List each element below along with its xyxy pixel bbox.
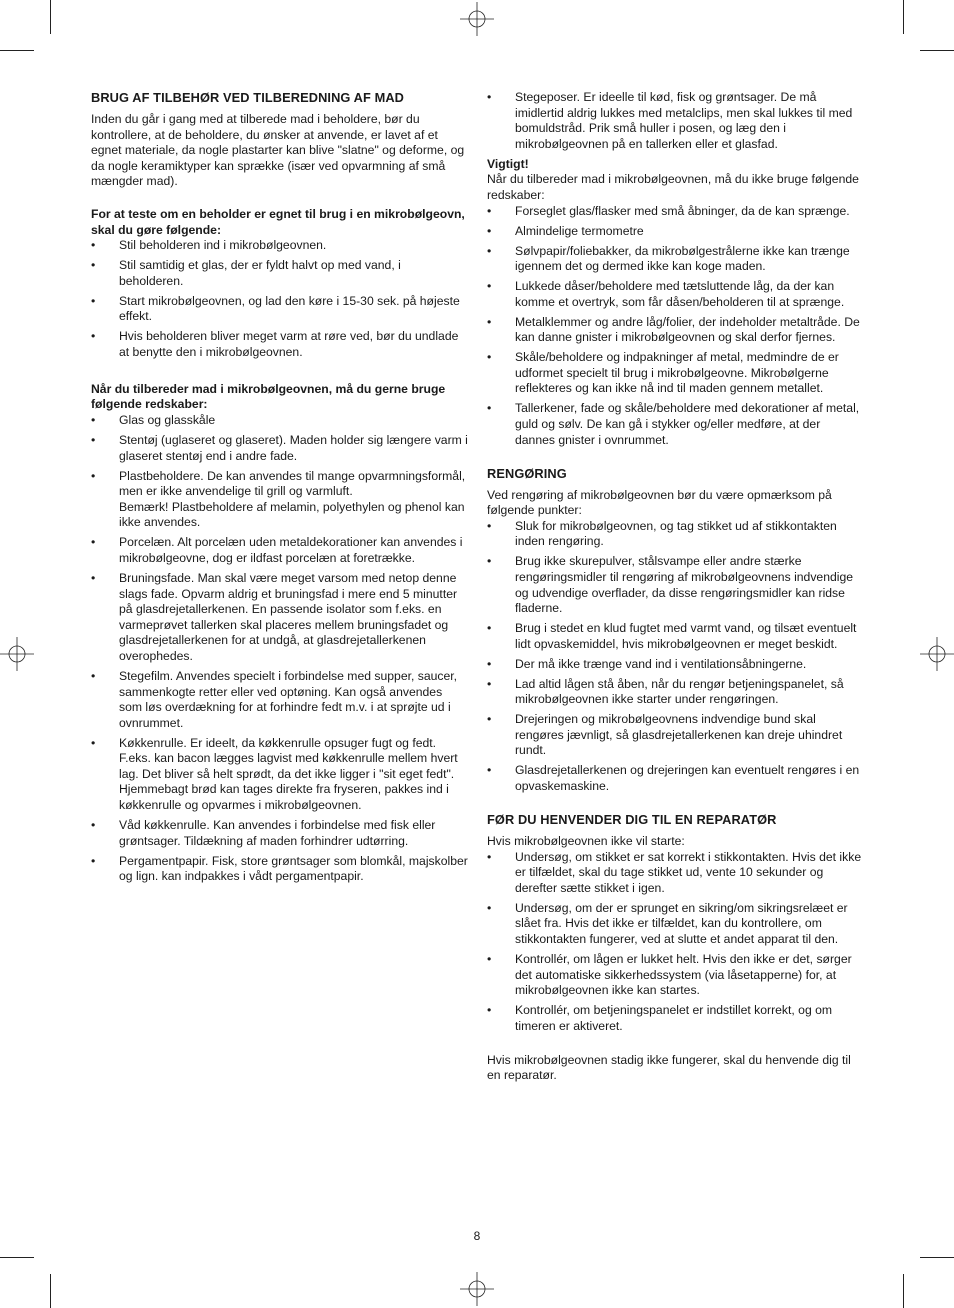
allowed-list	[91, 413, 468, 885]
section-heading-repair: FØR DU HENVENDER DIG TIL EN REPARATØR	[487, 812, 777, 828]
list-item: • Kontrollér, om lågen er lukket helt. Hvis den ikke er det, sørger det automatiske sikkerhedssystem (via låsetapperne) for, at mikrobølgeovnen ikke kan startes.	[487, 952, 863, 999]
list-item: • Hvis beholderen bliver meget varm at røre ved, bør du undlade at benytte den i mikrobølgeovnen.	[91, 329, 468, 360]
list-item: • Køkkenrulle. Er ideelt, da køkkenrulle opsuger fugt og fedt. F.eks. kan bacon lægges lagvist med køkkenrulle mellem hvert lag. Det bliver så helt sprødt, da det ikke ligger i "sit eget fedt". Hjemmebagt brød kan tages direkte fra fryseren, pakkes ind i køkkenrulle og opvarmes i mikrobølgeovnen.	[91, 736, 468, 814]
important-label: Vigtigt!	[487, 156, 529, 171]
list-item: • Almindelige termometre	[487, 224, 863, 240]
crop-mark	[50, 0, 51, 34]
cleaning-list	[487, 519, 863, 795]
registration-mark-icon	[0, 637, 34, 671]
closing-paragraph: Hvis mikrobølgeovnen stadig ikke fungerer, skal du henvende dig til en reparatør.	[487, 1052, 851, 1083]
crop-mark	[903, 0, 904, 34]
list-item: • Bruningsfade. Man skal være meget varsom med netop denne slags fade. Opvarm aldrig et bruningsfad i mere end 5 minutter på glasdrejetallerkenen. En passende isolator som f.eks. en varmeprøvet tallerken skal placeres mellem bruningsfadet og glasdrejetallerkenen for at undgå, at glasdrejetallerkenen overophedes.	[91, 571, 468, 665]
registration-mark-icon	[920, 637, 954, 671]
list-item: • Stegeposer. Er ideelle til kød, fisk og grøntsager. De må imidlertid aldrig lukkes med metalclips, men skal lukkes til med bomuldstråd. Prik små huller i posen, og læg den i mikrobølgeovnen på en tallerken eller et glasfad.	[487, 90, 863, 152]
registration-mark-icon	[460, 1272, 494, 1306]
crop-mark	[903, 1274, 904, 1308]
list-item: • Lad altid lågen stå åben, når du rengør betjeningspanelet, så mikrobølgeovnen ikke starter under rengøringen.	[487, 677, 863, 708]
list-item: • Drejeringen og mikrobølgeovnens indvendige bund skal rengøres jævnligt, så glasdrejetallerkenen kan dreje uhindret rundt.	[487, 712, 863, 759]
list-item: • Brug ikke skurepulver, stålsvampe eller andre stærke rengøringsmidler til rengøring af mikrobølgeovnens indvendige og udvendige overflader, da disse rengøringsmidler kan ridse fladerne.	[487, 554, 863, 616]
list-item: • Stil samtidig et glas, der er fyldt halvt op med vand, i beholderen.	[91, 258, 468, 289]
registration-mark-icon	[460, 2, 494, 36]
page-number: 8	[473, 1229, 481, 1243]
section-heading-cleaning: RENGØRING	[487, 465, 567, 481]
section-heading-accessories: BRUG AF TILBEHØR VED TILBEREDNING AF MAD	[91, 90, 405, 105]
intro-paragraph: Inden du går i gang med at tilberede mad i beholdere, bør du kontrollere, at de beholdere, du ønsker at anvende, er lavet af et egnet materiale, da nogle plastarter kan blive "slatne" og deforme, og da nogle keramiktyper kan sprække (især ved opvarmning af små mængder mad).	[91, 112, 465, 189]
list-item: • Der må ikke trænge vand ind i ventilationsåbningerne.	[487, 657, 863, 673]
list-item: • Porcelæn. Alt porcelæn uden metaldekorationer kan anvendes i mikrobølgeovne, dog er ildfast porcelæn at foretrække.	[91, 535, 468, 566]
crop-mark	[920, 50, 954, 51]
list-item: • Brug i stedet en klud fugtet med varmt vand, og tilsæt eventuelt lidt opvaskemiddel, hvis mikrobølgeovnen er meget beskidt.	[487, 621, 863, 652]
list-item: • Skåle/beholdere og indpakninger af metal, medmindre de er udformet specielt til brug i mikrobølgeovne. Mikrobølgerne reflekteres og kan ikke nå ind til maden gennem metallet.	[487, 350, 863, 397]
test-list	[91, 238, 468, 360]
list-item: • Tallerkener, fade og skåle/beholdere med dekorationer af metal, guld og sølv. De kan gå i stykker og/eller medføre, at der dannes gnister i ovnrummet.	[487, 401, 863, 448]
list-item: • Undersøg, om der er sprunget en sikring/om sikringsrelæet er slået fra. Hvis det ikke er tilfældet, kan du kontrollere, om stikkontakten fungerer, ved at slutte et andet apparat til den.	[487, 901, 863, 948]
list-item: • Undersøg, om stikket er sat korrekt i stikkontakten. Hvis det ikke er tilfældet, skal du tage stikket ud, vente 10 sekunder og derefter sætte stikket i igen.	[487, 850, 863, 897]
list-item: • Forseglet glas/flasker med små åbninger, da de kan sprænge.	[487, 204, 863, 220]
forbidden-list	[487, 204, 863, 449]
list-item: • Start mikrobølgeovnen, og lad den køre i 15-30 sek. på højeste effekt.	[91, 294, 468, 325]
test-title: For at teste om en beholder er egnet til brug i en mikrobølgeovn, skal du gøre følgende:	[91, 206, 465, 237]
right-column	[487, 90, 863, 1084]
left-column	[91, 90, 468, 889]
list-item: • Glasdrejetallerkenen og drejeringen kan eventuelt rengøres i en opvaskemaskine.	[487, 763, 863, 794]
list-item: • Stil beholderen ind i mikrobølgeovnen.	[91, 238, 468, 254]
list-item: • Kontrollér, om betjeningspanelet er indstillet korrekt, og om timeren er aktiveret.	[487, 1003, 863, 1034]
list-item: • Våd køkkenrulle. Kan anvendes i forbindelse med fisk eller grøntsager. Tildækning af maden forhindrer udtørring.	[91, 818, 468, 849]
plast-note: Bemærk! Plastbeholdere af melamin, polyethylen og phenol kan ikke anvendes.	[119, 499, 465, 530]
crop-mark	[0, 1257, 34, 1258]
list-item: • Stegefilm. Anvendes specielt i forbindelse med supper, saucer, sammenkogte retter eller ved optøning. Kan også anvendes som løs overdækning for at forhindre fedt m.v. i at sprøjte ud i ovnrummet.	[91, 669, 468, 731]
important-intro: Når du tilbereder mad i mikrobølgeovnen, må du ikke bruge følgende redskaber:	[487, 172, 859, 202]
list-item-text: Plastbeholdere. De kan anvendes til mange opvarmningsformål, men er ikke anvendelige til grill og varmluft.	[119, 468, 466, 499]
crop-mark	[920, 1257, 954, 1258]
list-item: • Sluk for mikrobølgeovnen, og tag stikket ud af stikkontakten inden rengøring.	[487, 519, 863, 550]
list-item: • Glas og glasskåle	[91, 413, 468, 429]
list-item: • Metalklemmer og andre låg/folier, der indeholder metaltråde. De kan danne gnister i mikrobølgeovnen og skal derfor fjernes.	[487, 315, 863, 346]
list-item: • Sølvpapir/foliebakker, da mikrobølgestrålerne ikke kan trænge igennem det og dermed ikke kan koge maden.	[487, 244, 863, 275]
list-item: • Lukkede dåser/beholdere med tætsluttende låg, da der kan komme et overtryk, som får dåsen/beholderen til at sprænge.	[487, 279, 863, 310]
list-item: • Stentøj (uglaseret og glaseret). Maden holder sig længere varm i glaseret stentøj end i andre fade.	[91, 433, 468, 464]
repair-intro: Hvis mikrobølgeovnen ikke vil starte:	[487, 834, 685, 849]
list-item	[91, 469, 468, 531]
crop-mark	[50, 1274, 51, 1308]
bag-list	[487, 90, 863, 152]
crop-mark	[0, 50, 34, 51]
cleaning-intro: Ved rengøring af mikrobølgeovnen bør du være opmærksom på følgende punkter:	[487, 487, 832, 518]
allowed-title: Når du tilbereder mad i mikrobølgeovnen, må du gerne bruge følgende redskaber:	[91, 381, 446, 412]
list-item: • Pergamentpapir. Fisk, store grøntsager som blomkål, majskolber og lign. kan indpakkes i vådt pergamentpapir.	[91, 854, 468, 885]
repair-list	[487, 850, 863, 1035]
